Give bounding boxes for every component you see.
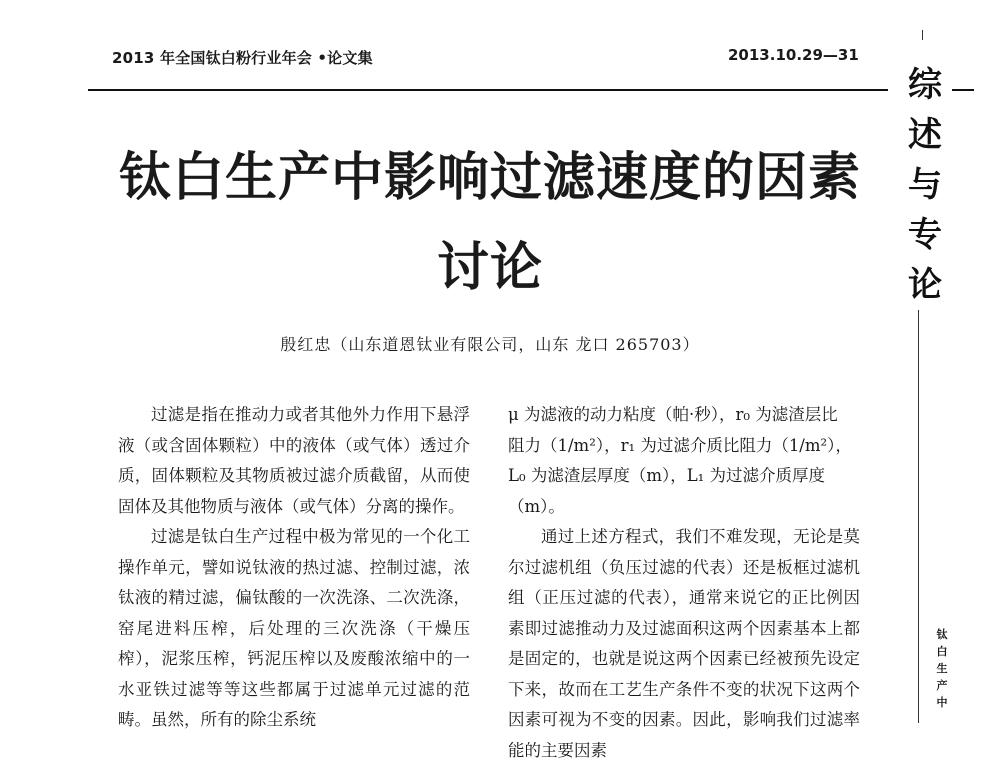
section-char: 综 [908, 65, 942, 105]
formula-definition-line: 阻力（1/m²），r₁ 为过滤介质比阻力（1/m²）， [508, 435, 852, 455]
formula-definition-line: （m）。 [508, 496, 565, 516]
section-label-vertical [890, 60, 960, 310]
header-right-date: 2013.10.29—31 [728, 46, 859, 64]
running-title-char: 钛 [936, 628, 948, 641]
body-paragraph: 过滤是指在推动力或者其他外力作用下悬浮液（或含固体颗粒）中的液体（或气体）透过介质，固体颗粒及其物质被过滤介质截留，从而使固体及其他物质与液体（或气体）分离的操作。 [118, 405, 470, 516]
vertical-divider [918, 310, 919, 723]
author-line: 殷红忠（山东道恩钛业有限公司，山东 龙口 265703） [280, 335, 700, 354]
section-char: 述 [908, 115, 942, 155]
formula-definition-line: μ 为滤液的动力粘度（帕·秒），r₀ 为滤渣层比 [508, 405, 838, 424]
running-title-char: 产 [936, 679, 948, 692]
body-paragraph: 通过上述方程式，我们不难发现，无论是莫尔过滤机组（负压过滤的代表）还是板框过滤机组（正压过滤的代表），通常来说它的正比例因素即过滤推动力及过滤面积这两个因素基本上都是固定的，也就是说这两个因素已经被预先设定下来，故而在工艺生产条件不变的状况下这两个因素可视为不变的因素。因此，影响我们过滤率能的主要因素 [508, 527, 860, 760]
running-title-char: 生 [936, 662, 948, 675]
body-paragraph: 过滤是钛白生产过程中极为常见的一个化工操作单元，譬如说钛液的热过滤、控制过滤，浓钛液的精过滤，偏钛酸的一次洗涤、二次洗涤，窑尾进料压榨，后处理的三次洗涤（干燥压榨），泥浆压榨，钙泥压榨以及废酸浓缩中的一水亚铁过滤等等这些都属于过滤单元过滤的范畴。虽然，所有的除尘系统 [118, 527, 470, 729]
paper-title-line2: 讨论 [436, 238, 543, 298]
running-title-vertical [930, 626, 954, 711]
left-column [118, 400, 470, 736]
right-column [508, 400, 860, 766]
paper-title-line1: 钛白生产中影响过滤速度的因素 [118, 148, 861, 208]
header-left-text: 2013 年全国钛白粉行业年会 •论文集 [112, 49, 373, 67]
header-rule [88, 89, 888, 91]
paper-title [90, 133, 890, 313]
section-char: 与 [908, 165, 942, 205]
section-char: 专 [908, 215, 942, 255]
running-title-char: 中 [936, 696, 948, 709]
section-char: 论 [908, 265, 942, 305]
running-title-char: 白 [936, 645, 948, 658]
vertical-divider-top [922, 30, 923, 40]
formula-definition-line: L₀ 为滤渣层厚度（m），L₁ 为过滤介质厚度 [508, 466, 826, 485]
